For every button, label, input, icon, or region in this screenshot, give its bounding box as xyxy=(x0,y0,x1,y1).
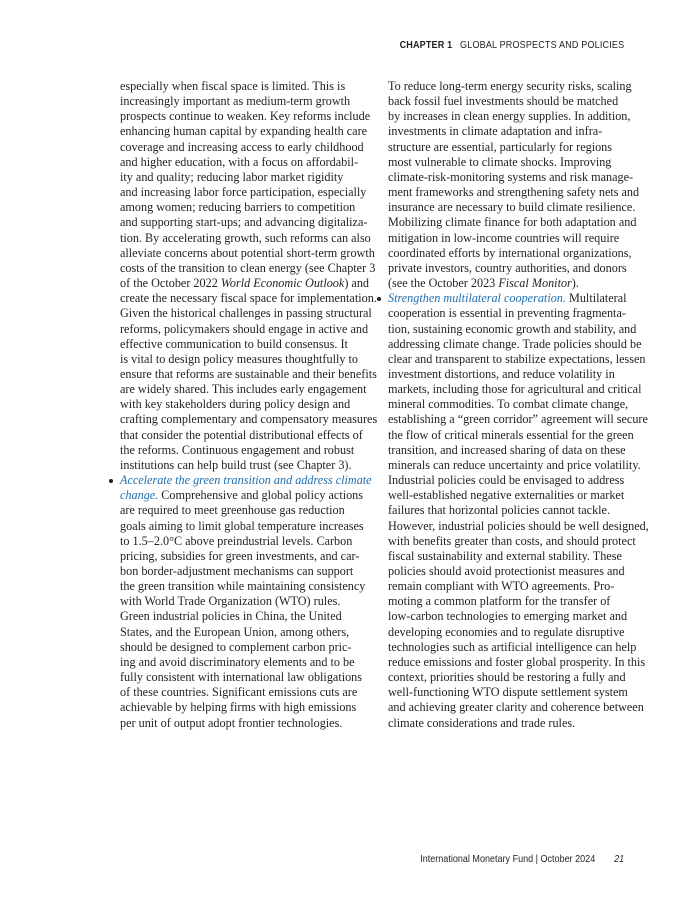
text-line: achievable by helping firms with high emissions xyxy=(120,700,357,715)
text-line: technologies such as artificial intelligence can help xyxy=(388,639,637,654)
right-column xyxy=(388,79,649,731)
text-line: to 1.5–2.0°C above preindustrial levels. Carbon xyxy=(120,533,353,548)
chapter-title: GLOBAL PROSPECTS AND POLICIES xyxy=(459,39,624,51)
text-line: back fossil fuel investments should be matched xyxy=(388,94,619,109)
text-line: are widely shared. This includes early engagement xyxy=(120,382,367,397)
text-line: and achieving greater clarity and coherence between xyxy=(388,700,644,715)
bullet-icon xyxy=(109,479,113,483)
text-line: minerals can reduce uncertainty and price volatility. xyxy=(388,457,641,472)
text-line: well-established negative externalities or market xyxy=(388,488,625,503)
text-line: States, and the European Union, among others, xyxy=(120,624,350,639)
text-line: investment distortions, and reduce volatility in xyxy=(388,366,615,381)
text-line: by increases in clean energy supplies. In addition, xyxy=(388,109,631,124)
text-line: per unit of output adopt frontier technologies. xyxy=(120,715,343,730)
text-line: To reduce long-term energy security risks, scaling xyxy=(388,79,632,93)
text-line: fully consistent with international law obligations xyxy=(120,670,363,685)
left-paragraph-continued xyxy=(120,291,378,473)
bullet-heading: Strengthen multilateral cooperation. xyxy=(388,291,566,306)
text-line: most vulnerable to climate shocks. Improving xyxy=(388,154,612,169)
text-line: is vital to design policy measures thoughtfully to xyxy=(120,351,358,366)
text-line: especially when fiscal space is limited. This is xyxy=(120,79,346,93)
text-line: costs of the transition to clean energy (see Chapter 3 xyxy=(120,260,376,275)
text-line: failures that horizontal policies cannot tackle. xyxy=(388,503,610,518)
running-header xyxy=(399,39,624,51)
text-line: the flow of critical minerals essential for the green xyxy=(388,427,634,442)
bullet-multilateral-cooperation: Strengthen multilateral cooperation. Multilateral cooperation is essential in preventing fragmenta- tion, sustaining economic growth and stability, and addressing climate change. Trade policies should be clear and transparent to stabilize expectations, lessen investment distortions, and reduce volatility in markets, including those for agricultural and critical mineral commodities. To combat climate change, establishing a “green corridor” agreement will secure the flow of critical minerals essential for the green transition, and increased sharing of data on these minerals can reduce uncertainty and price volatility. Industrial policies could be envisaged to address well-established negative externalities or market failures that horizontal policies cannot tackle. However, industrial policies should be well designed, with benefits greater than costs, and should protect fiscal sustainability and external stability. These policies should avoid protectionist measures and remain compliant with WTO agreements. Pro- moting a common platform for the transfer of low-carbon technologies to emerging market and developing economies and to regulate disruptive technologies such as artificial intelligence can help reduce emissions and foster global prosperity. In this context, priorities should be restoring a fully and well-functioning WTO dispute settlement system and achieving greater clarity and coherence between climate considerations and trade rules. xyxy=(388,291,628,731)
bullet-body xyxy=(120,503,366,730)
fm-reference-line: (see the October 2023 Fiscal Monitor). xyxy=(388,276,579,291)
text-line: increasingly important as medium-term growth xyxy=(120,94,351,109)
text-line: climate considerations and trade rules. xyxy=(388,715,576,730)
text-line: well-functioning WTO dispute settlement system xyxy=(388,685,628,700)
text-line: bon border-adjustment mechanisms can support xyxy=(120,564,354,578)
text-line: and higher education, with a focus on affordabil- xyxy=(120,154,359,169)
text-line: and increasing labor force participation, especially xyxy=(120,185,367,200)
text-line: crafting complementary and compensatory measures xyxy=(120,412,378,427)
text-line: reforms, policymakers should engage in active and xyxy=(120,321,369,336)
chapter-label: CHAPTER 1 xyxy=(399,39,453,51)
text-line: of these countries. Significant emissions cuts are xyxy=(120,685,358,700)
bullet-heading-cont: change. xyxy=(120,488,159,503)
text-line: and supporting start-ups; and advancing digitaliza- xyxy=(120,215,368,230)
text-line: transition, and increased sharing of data on these xyxy=(388,442,626,457)
text-line: investments in climate adaptation and infra- xyxy=(388,124,603,139)
text-line: clear and transparent to stabilize expectations, lessen xyxy=(388,351,646,366)
text-line: Mobilizing climate finance for both adaptation and xyxy=(388,215,637,230)
text-line: enhancing human capital by expanding health care xyxy=(120,124,368,139)
text-line: prospects continue to weaken. Key reforms include xyxy=(120,109,371,124)
text-line: goals aiming to limit global temperature increases xyxy=(120,518,364,533)
text-line: policies should avoid protectionist measures and xyxy=(388,564,625,578)
left-paragraph xyxy=(120,79,376,276)
text-line: mitigation in low-income countries will require xyxy=(388,230,620,245)
weo-reference-line: of the October 2022 World Economic Outlook) and xyxy=(120,276,370,291)
text-line: Given the historical challenges in passing structural xyxy=(120,306,372,321)
text-line: pricing, subsidies for green investments, and car- xyxy=(120,548,360,563)
bullet-green-transition: Accelerate the green transition and address climate change. Comprehensive and global policy actions are required to meet greenhouse gas reduction goals aiming to limit global temperature increases to 1.5–2.0°C above preindustrial levels. Carbon pricing, subsidies for green investments, and car- bon border-adjustment mechanisms can support the green transition while maintaining consistency with World Trade Organization (WTO) rules. Green industrial policies in China, the United States, and the European Union, among others, should be designed to complement carbon pric- ing and avoid discriminatory elements and to be fully consistent with international law obligations of these countries. Significant emissions cuts are achievable by helping firms with high emissions per unit of output adopt frontier technologies. xyxy=(120,473,356,731)
left-column xyxy=(120,79,378,731)
text-line: Industrial policies could be envisaged to address xyxy=(388,473,625,488)
page-number: 21 xyxy=(613,853,624,865)
text-line: effective communication to build consensus. It xyxy=(120,336,348,351)
text-line: structure are essential, particularly for regions xyxy=(388,139,613,154)
text-line: with World Trade Organization (WTO) rules. xyxy=(120,594,341,609)
text-line: low-carbon technologies to emerging market and xyxy=(388,609,628,624)
text-line: that consider the potential distributional effects of xyxy=(120,427,363,442)
text-line: Green industrial policies in China, the United xyxy=(120,609,342,624)
text-line: alleviate concerns about potential short-term growth xyxy=(120,245,375,260)
bullet-body xyxy=(388,306,649,730)
text-line: developing economies and to regulate disruptive xyxy=(388,624,625,639)
text-line: remain compliant with WTO agreements. Pro- xyxy=(388,579,615,594)
text-line: the reforms. Continuous engagement and robust xyxy=(120,442,355,457)
right-paragraph xyxy=(388,79,640,276)
text-line: ment frameworks and strengthening safety nets and xyxy=(388,185,640,200)
text-line: tion, sustaining economic growth and stability, and xyxy=(388,321,637,336)
publication-title: Fiscal Monitor xyxy=(498,276,572,291)
text-line: should be designed to complement carbon pric- xyxy=(120,639,352,654)
text-line: coordinated efforts by international organizations, xyxy=(388,245,632,260)
text-line: addressing climate change. Trade policies should be xyxy=(388,336,642,351)
text-line: among women; reducing barriers to competition xyxy=(120,200,356,215)
text-line: tion. By accelerating growth, such reforms can also xyxy=(120,230,371,245)
text-line: markets, including those for agricultural and critical xyxy=(388,382,642,397)
text-line: cooperation is essential in preventing fragmenta- xyxy=(388,306,626,321)
text-line: ity and quality; reducing labor market rigidity xyxy=(120,169,344,184)
text-line: private investors, country authorities, and donors xyxy=(388,260,627,275)
text-line: establishing a “green corridor” agreement will secure xyxy=(388,412,648,427)
text-line: institutions can help build trust (see Chapter 3). xyxy=(120,457,352,472)
text-line: However, industrial policies should be well designed, xyxy=(388,518,649,533)
text-line: coverage and increasing access to early childhood xyxy=(120,139,364,154)
page-footer xyxy=(420,853,624,865)
text-line: fiscal sustainability and external stability. These xyxy=(388,548,622,563)
text-line: context, priorities should be restoring a fully and xyxy=(388,670,626,685)
text-line: create the necessary fiscal space for implementation. xyxy=(120,291,377,306)
publication-title: World Economic Outlook xyxy=(220,276,345,291)
text-line: insurance are necessary to build climate resilience. xyxy=(388,200,636,215)
text-line: with benefits greater than costs, and should protect xyxy=(388,533,636,548)
publication-info: International Monetary Fund | October 2024 xyxy=(420,853,596,865)
bullet-heading: Accelerate the green transition and address climate xyxy=(120,473,372,488)
text-line: moting a common platform for the transfer of xyxy=(388,594,611,609)
text-line: are required to meet greenhouse gas reduction xyxy=(120,503,345,518)
text-line: ensure that reforms are sustainable and their benefits xyxy=(120,366,377,381)
text-line: the green transition while maintaining consistency xyxy=(120,579,366,594)
text-line: with key stakeholders during policy design and xyxy=(120,397,351,412)
text-line: climate-risk-monitoring systems and risk manage- xyxy=(388,169,634,184)
text-line: reduce emissions and foster global prosperity. In this xyxy=(388,654,646,669)
bullet-icon xyxy=(377,297,381,301)
text-line: ing and avoid discriminatory elements and to be xyxy=(120,654,355,669)
text-line: mineral commodities. To combat climate change, xyxy=(388,397,629,412)
